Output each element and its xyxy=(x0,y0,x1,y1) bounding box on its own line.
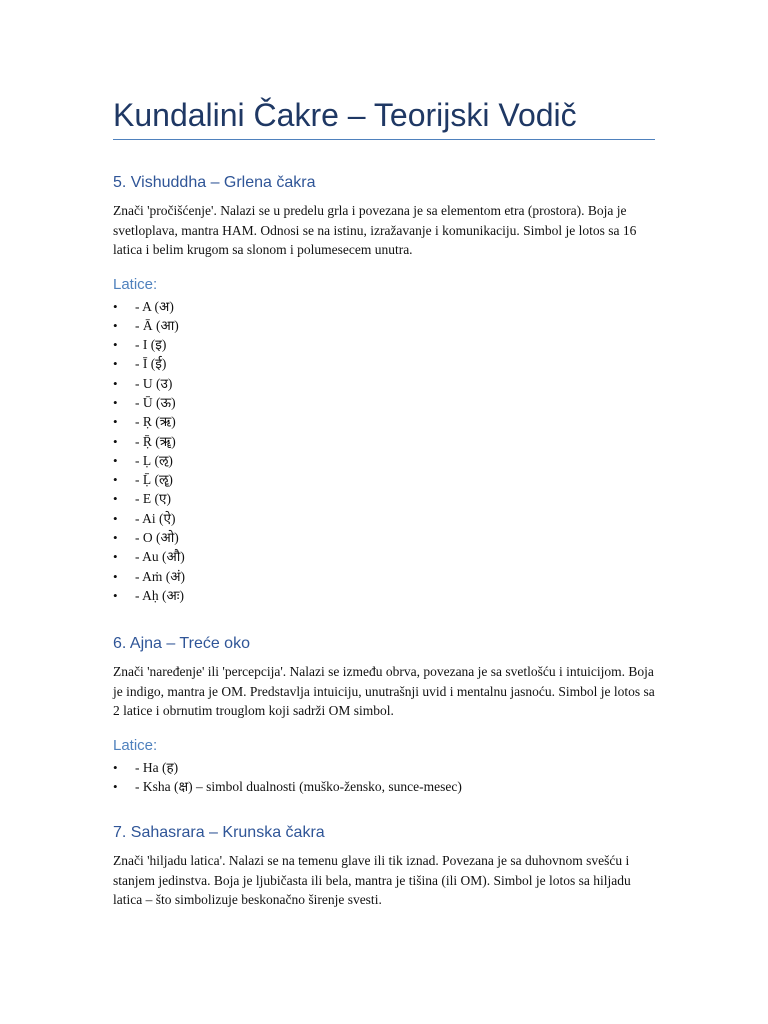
section-ajna xyxy=(113,633,658,796)
list-item: • - Ai (ऐ) xyxy=(113,509,658,528)
bullet-icon: • xyxy=(113,472,118,488)
list-item: • - Ha (ह) xyxy=(113,758,658,777)
bullet-icon: • xyxy=(113,317,118,333)
bullet-icon: • xyxy=(113,375,118,391)
bullet-icon: • xyxy=(113,356,118,372)
latice-list xyxy=(113,297,658,606)
list-item: • - A (अ) xyxy=(113,297,658,316)
section-heading: 7. Sahasrara – Krunska čakra xyxy=(113,824,325,841)
list-item: • - Aḥ (अः) xyxy=(113,586,658,605)
section-heading: 5. Vishuddha – Grlena čakra xyxy=(113,174,316,191)
list-item: • - O (ओ) xyxy=(113,528,658,547)
bullet-icon: • xyxy=(113,778,118,794)
document-title: Kundalini Čakre – Teorijski Vodič xyxy=(113,97,577,133)
title-underline xyxy=(113,139,655,140)
latice-subheading: Latice: xyxy=(113,736,158,754)
bullet-icon: • xyxy=(113,452,118,468)
bullet-icon: • xyxy=(113,587,118,603)
list-item: • - Ṛ (ऋ) xyxy=(113,412,658,431)
bullet-icon: • xyxy=(113,549,118,565)
bullet-icon: • xyxy=(113,491,118,507)
list-item: • - Ī (ई) xyxy=(113,354,658,373)
section-paragraph: Znači 'hiljadu latica'. Nalazi se na temenu glave ili tik iznad. Povezana je sa duhovnom svešću i stanjem jedinstva. Boja je ljubičasta ili bela, mantra je tišina (ili OM). Simbol je lotos sa hiljadu latica – što simbolizuje beskonačno širenje svesti. xyxy=(113,853,631,907)
list-item: • - Ū (ऊ) xyxy=(113,393,658,412)
list-item: • - Ḹ (ॡ) xyxy=(113,470,658,489)
latice-subheading: Latice: xyxy=(113,275,158,293)
bullet-icon: • xyxy=(113,433,118,449)
list-item: • - U (उ) xyxy=(113,374,658,393)
list-item: • - Ḷ (ऌ) xyxy=(113,451,658,470)
list-item: • - Ksha (क्ष) – simbol dualnosti (muško-žensko, sunce-mesec) xyxy=(113,777,658,796)
bullet-icon: • xyxy=(113,394,118,410)
bullet-icon: • xyxy=(113,530,118,546)
list-item: • - Au (औ) xyxy=(113,547,658,566)
bullet-icon: • xyxy=(113,759,118,775)
bullet-icon: • xyxy=(113,337,118,353)
latice-list xyxy=(113,758,658,797)
section-paragraph: Znači 'pročišćenje'. Nalazi se u predelu grla i povezana je sa elementom etra (prostora). Boja je svetloplava, mantra HAM. Odnosi se na istinu, izražavanje i komunikaciju. Simbol je lotos sa 16 latica i belim krugom sa slonom i polumesecem unutra. xyxy=(113,203,637,257)
list-item: • - Aṁ (अं) xyxy=(113,567,658,586)
bullet-icon: • xyxy=(113,414,118,430)
bullet-icon: • xyxy=(113,298,118,314)
section-heading: 6. Ajna – Treće oko xyxy=(113,635,250,652)
list-item: • - Ā (आ) xyxy=(113,316,658,335)
bullet-icon: • xyxy=(113,568,118,584)
section-sahasrara xyxy=(113,822,658,910)
bullet-icon: • xyxy=(113,510,118,526)
list-item: • - E (ए) xyxy=(113,489,658,508)
list-item: • - Ṝ (ॠ) xyxy=(113,432,658,451)
section-vishuddha xyxy=(113,172,658,605)
section-paragraph: Znači 'naređenje' ili 'percepcija'. Nalazi se između obrva, povezana je sa svetlošću i intuicijom. Boja je indigo, mantra je OM. Predstavlja intuiciju, unutrašnji uvid i mentalnu jasnoću. Simbol je lotos sa 2 latice i obrnutim trouglom koji sadrži OM simbol. xyxy=(113,664,655,718)
list-item: • - I (इ) xyxy=(113,335,658,354)
